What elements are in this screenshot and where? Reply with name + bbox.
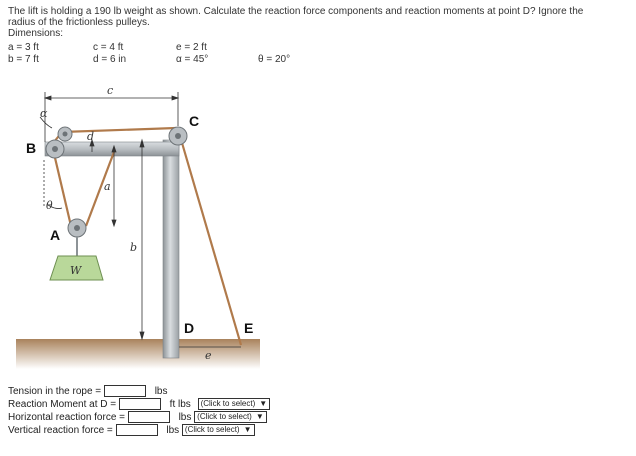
moment-unit: ft lbs xyxy=(169,399,191,410)
pulley-A xyxy=(68,219,86,237)
problem-statement xyxy=(8,6,628,39)
label-C: C xyxy=(189,113,200,129)
pulley-top-left xyxy=(58,127,72,141)
chevron-down-icon: ▼ xyxy=(243,425,252,435)
vertical-select-text: (Click to select) xyxy=(184,425,240,435)
tension-input[interactable] xyxy=(104,385,146,397)
vertical-direction-select[interactable] xyxy=(182,424,255,436)
moment-direction-select[interactable] xyxy=(198,398,271,410)
dimension-alpha: α = 45° xyxy=(176,54,209,65)
tension-unit: lbs xyxy=(154,386,168,397)
chevron-down-icon: ▼ xyxy=(259,399,268,409)
pulley-C xyxy=(169,127,187,145)
tension-row xyxy=(8,385,167,398)
label-a: a xyxy=(104,180,111,193)
vertical-unit: lbs xyxy=(166,425,180,436)
dimensions-list xyxy=(8,42,628,68)
vertical-input[interactable] xyxy=(116,424,158,436)
label-alpha: α xyxy=(40,107,48,120)
label-d: d xyxy=(87,130,95,143)
chevron-down-icon: ▼ xyxy=(255,412,264,422)
horizontal-input[interactable] xyxy=(128,411,170,423)
ground xyxy=(16,339,260,369)
vertical-label: Vertical reaction force = xyxy=(8,425,113,436)
label-e: e xyxy=(205,349,212,362)
label-c: c xyxy=(107,84,114,97)
label-b: b xyxy=(130,241,138,254)
horizontal-row xyxy=(8,411,267,424)
vertical-post xyxy=(163,140,179,358)
label-theta: θ xyxy=(46,199,53,212)
label-D: D xyxy=(184,320,195,336)
horizontal-label: Horizontal reaction force = xyxy=(8,412,126,423)
problem-text-line-1: The lift is holding a 190 lb weight as shown. Calculate the reaction force components and reaction moments at point D? Ignore the xyxy=(8,6,584,17)
horizontal-select-text: (Click to select) xyxy=(197,412,252,422)
dimension-d: d = 6 in xyxy=(93,54,127,65)
dimension-c: c = 4 ft xyxy=(93,42,124,53)
dimensions-heading: Dimensions: xyxy=(8,28,64,39)
label-B: B xyxy=(26,140,37,156)
dimension-e: e = 2 ft xyxy=(176,42,207,53)
label-W: W xyxy=(70,264,82,277)
label-A: A xyxy=(50,227,61,243)
moment-row xyxy=(8,398,270,411)
horizontal-direction-select[interactable] xyxy=(194,411,267,423)
moment-label: Reaction Moment at D = xyxy=(8,399,117,410)
pulley-B xyxy=(46,140,64,158)
dimension-theta: θ = 20° xyxy=(258,54,291,65)
tension-label: Tension in the rope = xyxy=(8,386,102,397)
dimension-a: a = 3 ft xyxy=(8,42,39,53)
problem-text-line-2: radius of the frictionless pulleys. xyxy=(8,17,150,28)
moment-input[interactable] xyxy=(119,398,161,410)
horizontal-beam xyxy=(45,142,179,156)
lift-diagram xyxy=(0,75,636,375)
horizontal-unit: lbs xyxy=(178,412,192,423)
moment-select-text: (Click to select) xyxy=(200,399,256,409)
label-E: E xyxy=(244,320,254,336)
dimension-b: b = 7 ft xyxy=(8,54,39,65)
vertical-row xyxy=(8,424,255,437)
